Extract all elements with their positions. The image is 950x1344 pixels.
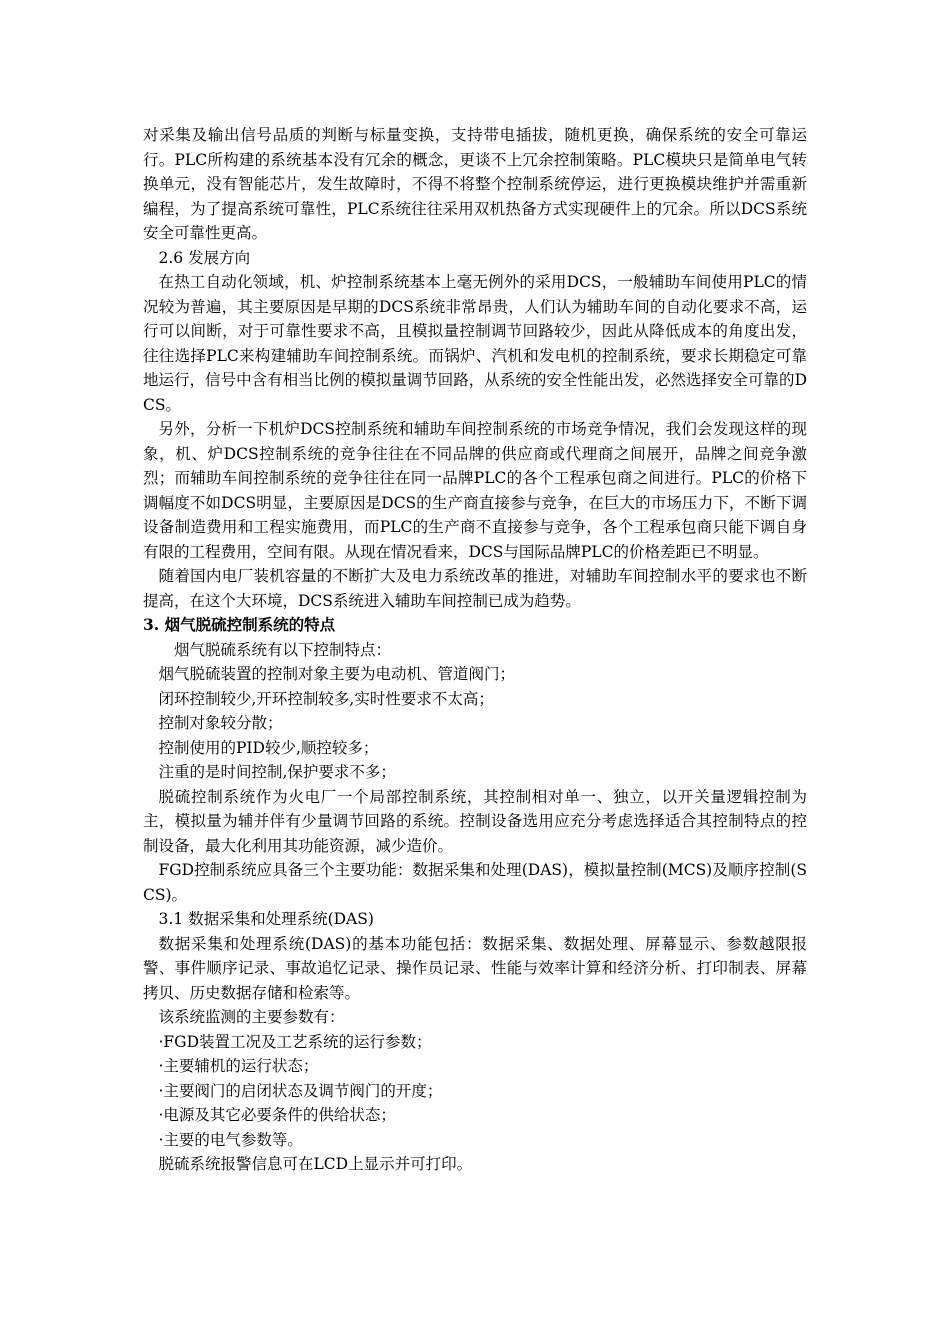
paragraph-monitored-params-intro: 该系统监测的主要参数有： [158, 1008, 345, 1026]
section-heading-3-1: 3.1 数据采集和处理系统(DAS) [158, 910, 374, 928]
section-heading-3: 3. 烟气脱硫控制系统的特点 [143, 615, 336, 634]
feature-item-3: 控制对象较分散； [158, 714, 283, 732]
paragraph-fgd-functions: FGD控制系统应具备三个主要功能：数据采集和处理(DAS)，模拟量控制(MCS)及顺序控制(SCS)。 [143, 861, 807, 904]
param-item-5: ·主要的电气参数等。 [158, 1130, 303, 1149]
feature-item-5: 注重的是时间控制,保护要求不多； [158, 763, 396, 781]
paragraph-desulfurization-control: 脱硫控制系统作为火电厂一个局部控制系统，其控制相对单一、独立，以开关量逻辑控制为主，模拟量为辅并伴有少量调节回路的系统。控制设备选用应充分考虑选择适合其控制特点的控制设备，最大化利用其功能资源，减少造价。 [143, 787, 807, 855]
paragraph-plc-reliability: 对采集及输出信号品质的判断与标量变换，支持带电插拔，随机更换，确保系统的安全可靠运行。PLC所构建的系统基本没有冗余的概念，更谈不上冗余控制策略。PLC模块只是简单电气转换单元，没有智能芯片，发生故障时，不得不将整个控制系统停运，进行更换模块维护并需重新编程，为了提高系统可靠性，PLC系统往往采用双机热备方式实现硬件上的冗余。所以DCS系统安全可靠性更高。 [143, 126, 807, 242]
paragraph-trend: 随着国内电厂装机容量的不断扩大及电力系统改革的推进，对辅助车间控制水平的要求也不断提高，在这个大环境，DCS系统进入辅助车间控制已成为趋势。 [143, 567, 807, 610]
paragraph-market-competition: 另外，分析一下机炉DCS控制系统和辅助车间控制系统的市场竞争情况，我们会发现这样的现象，机、炉DCS控制系统的竞争往往在不同品牌的供应商或代理商之间展开，品牌之间竞争激烈；而辅助车间控制系统的竞争往往在同一品牌PLC的各个工程承包商之间进行。PLC的价格下调幅度不如DCS明显，主要原因是DCS的生产商直接参与竞争，在巨大的市场压力下，不断下调设备制造费用和工程实施费用，而PLC的生产商不直接参与竞争，各个工程承包商只能下调自身有限的工程费用，空间有限。从现在情况看来，DCS与国际品牌PLC的价格差距已不明显。 [143, 420, 807, 561]
param-item-4: ·电源及其它必要条件的供给状态； [158, 1106, 396, 1124]
feature-item-4: 控制使用的PID较少,顺控较多； [158, 738, 379, 757]
paragraph-development-direction: 在热工自动化领域，机、炉控制系统基本上毫无例外的采用DCS，一般辅助车间使用PLC的情况较为普遍，其主要原因是早期的DCS系统非常昂贵，人们认为辅助车间的自动化要求不高，运行可以间断，对于可靠性要求不高，且模拟量控制调节回路较少，因此从降低成本的角度出发，往往选择PLC来构建辅助车间控制系统。而锅炉、汽机和发电机的控制系统，要求长期稳定可靠地运行，信号中含有相当比例的模拟量调节回路，从系统的安全性能出发，必然选择安全可靠的DCS。 [143, 273, 807, 414]
feature-item-2: 闭环控制较少,开环控制较多,实时性要求不太高； [158, 689, 494, 708]
paragraph-das-functions: 数据采集和处理系统(DAS)的基本功能包括：数据采集、数据处理、屏幕显示、参数越限报警、事件顺序记录、事故追忆记录、操作员记录、性能与效率计算和经济分析、打印制表、屏幕拷贝、历史数据存储和检索等。 [143, 934, 807, 1002]
feature-item-1: 烟气脱硫装置的控制对象主要为电动机、管道阀门； [158, 665, 516, 683]
document-page [143, 123, 807, 1177]
paragraph-alarm-display: 脱硫系统报警信息可在LCD上显示并可打印。 [158, 1155, 473, 1173]
paragraph-fgd-intro: 烟气脱硫系统有以下控制特点： [174, 640, 392, 659]
param-item-3: ·主要阀门的启闭状态及调节阀门的开度； [158, 1081, 443, 1100]
param-item-2: ·主要辅机的运行状态； [158, 1057, 319, 1075]
param-item-1: ·FGD装置工况及工艺系统的运行参数； [158, 1032, 432, 1051]
section-heading-2-6: 2.6 发展方向 [158, 248, 251, 267]
